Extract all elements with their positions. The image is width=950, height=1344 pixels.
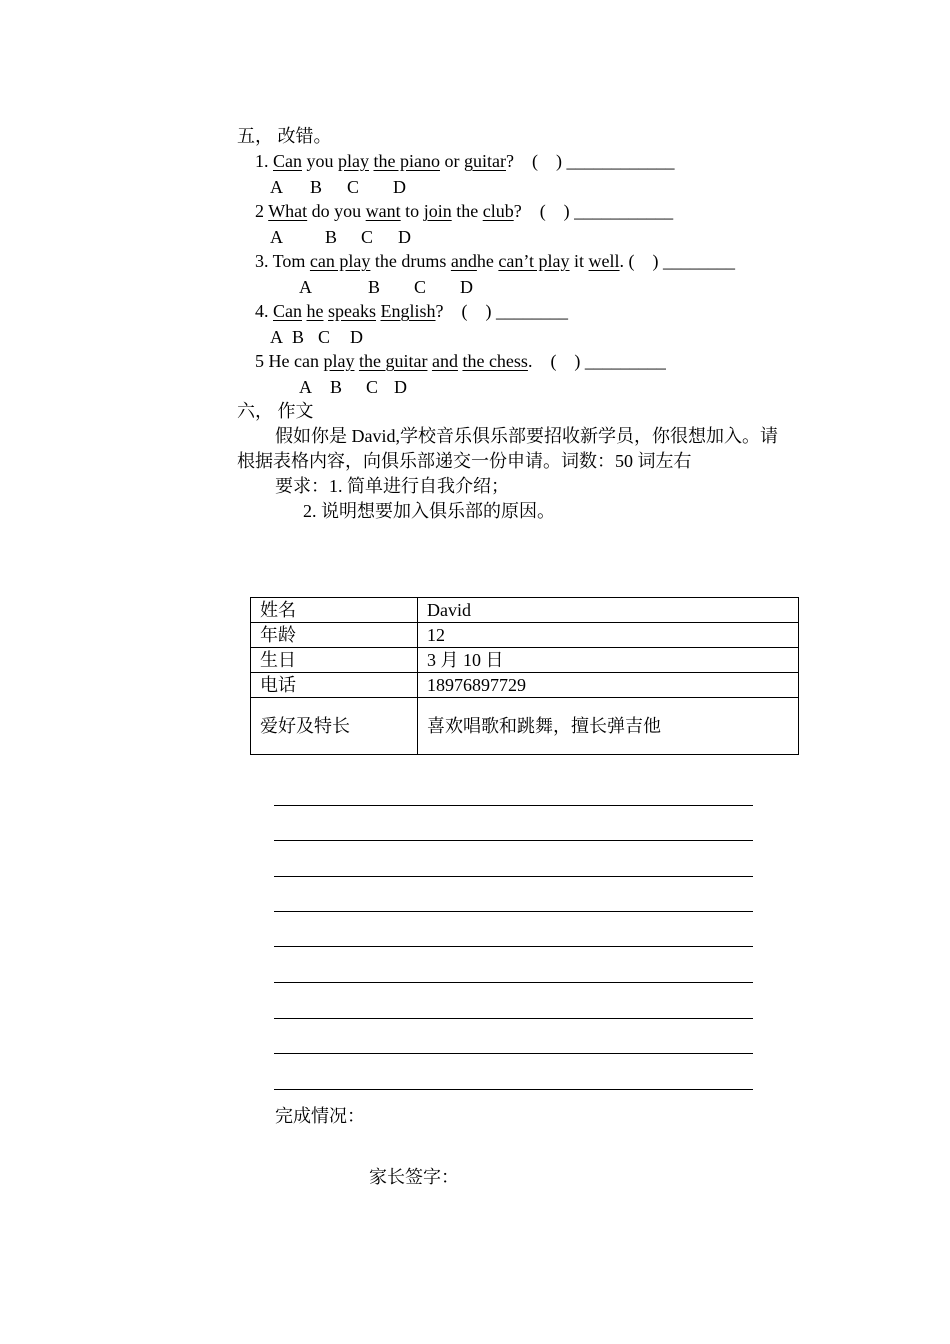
q4-option-b: he — [306, 301, 324, 321]
q1-letter-d: D — [393, 177, 406, 197]
q3-letter-b: B — [368, 277, 381, 297]
q4-option-a: Can — [273, 301, 302, 321]
q5-prefix: 5 He can — [255, 351, 319, 371]
q1-number: 1. — [255, 151, 269, 171]
writing-line — [274, 805, 753, 806]
q2-answer-blank: ? ( ) ___________ — [513, 201, 674, 221]
table-key-birthday: 生日 — [251, 648, 418, 673]
table-row — [251, 698, 799, 755]
writing-line — [274, 1089, 753, 1090]
q2-option-a: What — [268, 201, 308, 221]
writing-line — [274, 876, 753, 877]
q1-answer-blank: ? ( ) ____________ — [505, 151, 675, 171]
essay-prompt-line-1: 假如你是 David,学校音乐俱乐部要招收新学员，你很想加入。请 — [275, 426, 778, 446]
q4-letter-d: D — [350, 327, 363, 347]
q3-option-b: and — [450, 251, 477, 271]
q3-option-c: can’t play — [498, 251, 570, 271]
question-5 — [255, 350, 666, 372]
q5-letter-a: A — [299, 377, 312, 397]
q3-text: it — [574, 251, 585, 271]
q2-text: do you — [311, 201, 362, 221]
table-key-name: 姓名 — [251, 598, 418, 623]
table-key-phone: 电话 — [251, 673, 418, 698]
q4-answer-blank: ? ( ) ________ — [435, 301, 568, 321]
q2-option-c: join — [423, 201, 452, 221]
question-3 — [255, 250, 735, 272]
q1-letter-c: C — [347, 177, 360, 197]
q3-letter-a: A — [299, 277, 312, 297]
table-value-name: David — [418, 598, 799, 623]
q2-text: to — [405, 201, 420, 221]
table-value-hobbies: 喜欢唱歌和跳舞，擅长弹吉他 — [418, 698, 799, 755]
q3-answer-blank: . ( ) ________ — [619, 251, 736, 271]
q5-answer-blank: . ( ) _________ — [527, 351, 666, 371]
section-6-heading: 六， 作文 — [237, 401, 314, 421]
q1-option-b: play — [338, 151, 369, 171]
q2-letter-d: D — [398, 227, 411, 247]
q2-number: 2 — [255, 201, 264, 221]
q2-letter-a: A — [270, 227, 283, 247]
q5-option-a: play — [323, 351, 355, 371]
q2-text: the — [456, 201, 479, 221]
q4-letter-b: B — [292, 327, 305, 347]
q5-letter-b: B — [330, 377, 343, 397]
table-row — [251, 623, 799, 648]
table-key-hobbies: 爱好及特长 — [251, 698, 418, 755]
q4-letter-c: C — [318, 327, 331, 347]
essay-requirement-1: 要求：1. 简单进行自我介绍； — [275, 476, 509, 496]
question-1 — [255, 150, 674, 172]
q3-option-a: can play — [309, 251, 371, 271]
writing-line — [274, 946, 753, 947]
essay-requirement-2: 2. 说明想要加入俱乐部的原因。 — [303, 501, 555, 521]
question-4 — [255, 300, 568, 322]
table-row — [251, 673, 799, 698]
completion-label: 完成情况： — [275, 1106, 365, 1126]
q4-option-d: English — [380, 301, 436, 321]
table-value-phone: 18976897729 — [418, 673, 799, 698]
q5-option-d: the chess — [462, 351, 528, 371]
question-2 — [255, 200, 673, 222]
q1-text: you — [306, 151, 334, 171]
q4-number: 4. — [255, 301, 269, 321]
q3-text: he — [476, 251, 494, 271]
q2-letter-c: C — [361, 227, 374, 247]
essay-prompt-line-2: 根据表格内容，向俱乐部递交一份申请。词数：50 词左右 — [237, 451, 692, 471]
q3-option-d: well — [588, 251, 620, 271]
q5-option-c: and — [431, 351, 458, 371]
table-row — [251, 648, 799, 673]
q1-option-c: the piano — [373, 151, 440, 171]
writing-line — [274, 1053, 753, 1054]
table-value-age: 12 — [418, 623, 799, 648]
q2-option-d: club — [482, 201, 514, 221]
q5-letter-c: C — [366, 377, 379, 397]
q1-letter-b: B — [310, 177, 323, 197]
q1-text: or — [444, 151, 460, 171]
q5-letter-d: D — [394, 377, 407, 397]
writing-line — [274, 982, 753, 983]
writing-line — [274, 911, 753, 912]
writing-line — [274, 1018, 753, 1019]
q3-letter-c: C — [414, 277, 427, 297]
table-key-age: 年龄 — [251, 623, 418, 648]
q2-option-b: want — [365, 201, 401, 221]
q1-option-a: Can — [273, 151, 302, 171]
parent-signature-label: 家长签字： — [369, 1167, 459, 1187]
q1-letter-a: A — [270, 177, 283, 197]
info-table — [250, 597, 799, 755]
section-5-heading: 五， 改错。 — [237, 126, 332, 146]
q2-letter-b: B — [325, 227, 338, 247]
q3-letter-d: D — [460, 277, 473, 297]
q3-prefix: 3. Tom — [255, 251, 306, 271]
q4-letter-a: A — [270, 327, 283, 347]
table-value-birthday: 3 月 10 日 — [418, 648, 799, 673]
q4-option-c: speaks — [328, 301, 376, 321]
writing-line — [274, 840, 753, 841]
table-row — [251, 598, 799, 623]
q5-option-b: the guitar — [358, 351, 428, 371]
q3-text: the drums — [374, 251, 447, 271]
q1-option-d: guitar — [463, 151, 506, 171]
